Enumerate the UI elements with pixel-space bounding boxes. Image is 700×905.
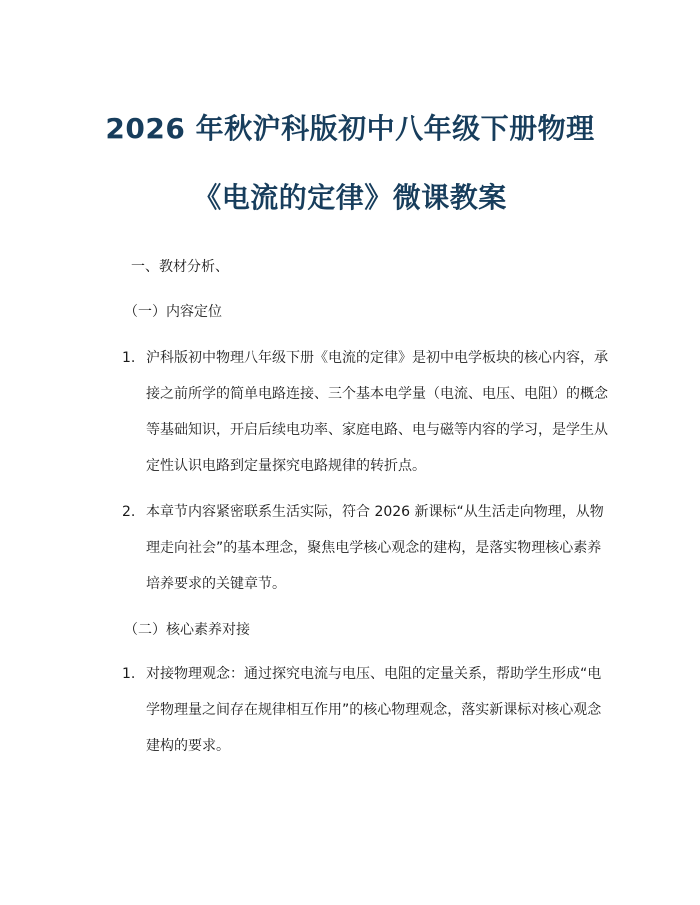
paragraph-line: 理走向社会”的基本理念，聚焦电学核心观念的建构，是落实物理核心素养: [146, 540, 602, 556]
section-heading-1: 一、教材分析、: [131, 259, 229, 275]
paragraph-line: 等基础知识，开启后续电功率、家庭电路、电与磁等内容的学习，是学生从: [146, 422, 608, 438]
subsection-heading-2: （二）核心素养对接: [124, 622, 250, 638]
paragraph-line: 接之前所学的简单电路连接、三个基本电学量（电流、电压、电阻）的概念: [146, 386, 608, 402]
paragraph-line: 本章节内容紧密联系生活实际，符合 2026 新课标“从生活走向物理，从物: [146, 504, 604, 520]
paragraph-line: 培养要求的关键章节。: [146, 576, 286, 592]
paragraph-line: 学物理量之间存在规律相互作用”的核心物理观念，落实新课标对核心观念: [146, 702, 602, 718]
paragraph-line: 建构的要求。: [146, 738, 230, 754]
list-item-number: 1.: [122, 350, 136, 366]
list-item-number: 2.: [122, 504, 136, 520]
title-line-1: 2026 年秋沪科版初中八年级下册物理: [105, 112, 595, 145]
subsection-heading-1: （一）内容定位: [124, 304, 222, 320]
paragraph-line: 对接物理观念：通过探究电流与电压、电阻的定量关系，帮助学生形成“电: [146, 666, 602, 682]
title-line-2: 《电流的定律》微课教案: [193, 181, 507, 214]
paragraph-line: 定性认识电路到定量探究电路规律的转折点。: [146, 458, 426, 474]
list-item-number: 1.: [122, 666, 136, 682]
paragraph-line: 沪科版初中物理八年级下册《电流的定律》是初中电学板块的核心内容，承: [146, 350, 608, 366]
